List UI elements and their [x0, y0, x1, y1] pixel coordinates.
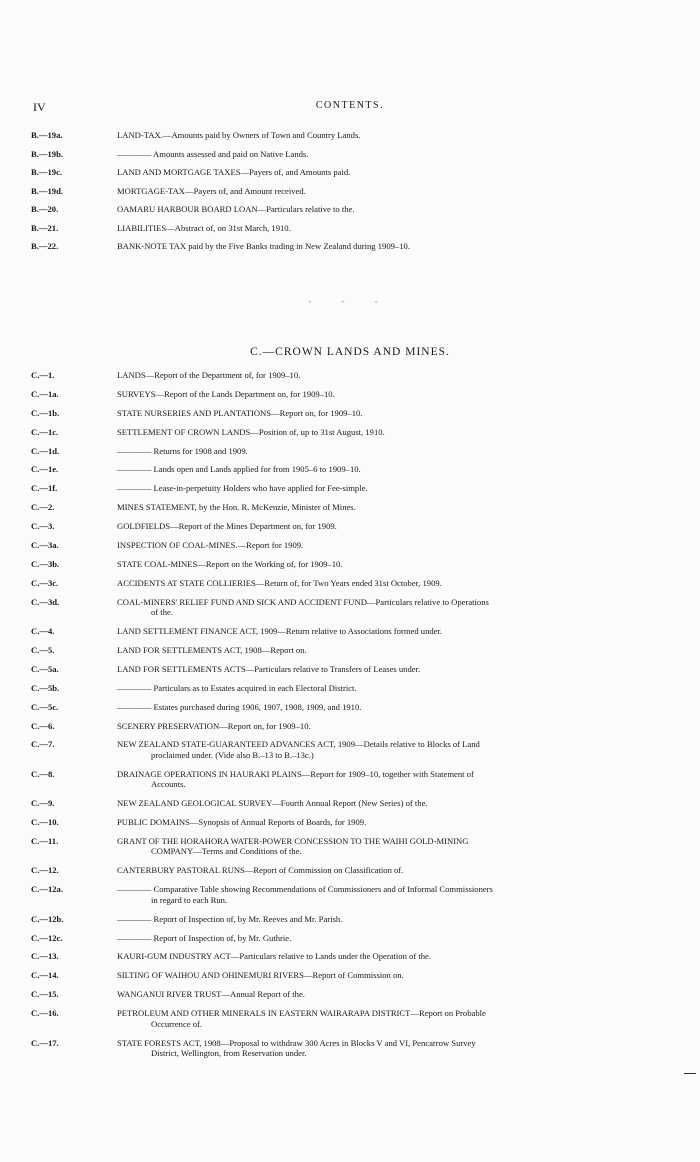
paper-code: B.—19d.: [31, 185, 63, 196]
paper-code: C.—2.: [31, 502, 55, 513]
entry-title: [117, 683, 651, 694]
contents-entry: [31, 427, 651, 438]
paper-code: C.—3b.: [31, 558, 60, 569]
entry-text: ———— Report of Inspection of, by Mr. Reeves and Mr. Parish.: [117, 913, 343, 924]
entry-text: OAMARU HARBOUR BOARD LOAN—Particulars relative to the.: [117, 204, 355, 214]
entry-title: [117, 241, 651, 252]
entry-title: [117, 223, 651, 234]
entry-text: BANK-NOTE TAX paid by the Five Banks trading in New Zealand during 1909–10.: [117, 241, 410, 251]
paper-code: C.—7.: [31, 739, 55, 750]
entry-title: [117, 951, 651, 962]
entry-continuation: District, Wellington, from Reservation under.: [151, 1048, 307, 1058]
entry-title: [117, 626, 651, 637]
paper-code: C.—1c.: [31, 426, 59, 437]
paper-code: C.—5a.: [31, 663, 59, 674]
paper-code: C.—3c.: [31, 577, 59, 588]
entry-title: [117, 130, 651, 141]
entry-continuation: of the.: [151, 607, 173, 618]
paper-code: C.—5c.: [31, 701, 59, 712]
paper-code: C.—1a.: [31, 388, 59, 399]
contents-entry: [31, 204, 651, 215]
entry-continuation: Occurrence of.: [151, 1018, 203, 1029]
entry-title: [117, 739, 651, 760]
entry-text: LIABILITIES—Abstract of, on 31st March, 1910.: [117, 222, 291, 233]
paper-code: C.—8.: [31, 768, 55, 779]
paper-code: C.—9.: [31, 798, 55, 809]
paper-code: C.—4.: [31, 626, 55, 637]
paper-code: C.—12a.: [31, 884, 63, 895]
paper-code: C.—1d.: [31, 445, 60, 456]
contents-entry: [31, 798, 651, 809]
entry-title: [117, 645, 651, 656]
entry-title: [117, 664, 651, 675]
entry-text: LAND-TAX.—Amounts paid by Owners of Town and Country Lands.: [117, 130, 361, 140]
contents-entry: [31, 483, 651, 494]
entry-text: STATE NURSERIES AND PLANTATIONS—Report on, for 1909–10.: [117, 407, 363, 418]
contents-entry: [31, 167, 651, 178]
contents-entry: [31, 645, 651, 656]
paper-code: C.—3a.: [31, 540, 59, 551]
contents-entry: [31, 186, 651, 197]
contents-entry: [31, 130, 651, 141]
paper-code: C.—1e.: [31, 464, 59, 475]
entry-text: PETROLEUM AND OTHER MINERALS IN EASTERN WAIRARAPA DISTRICT—Report on Probable: [117, 1008, 486, 1019]
entry-title: [117, 149, 651, 160]
contents-entry: [31, 578, 651, 589]
entry-continuation: COMPANY—Terms and Conditions of the.: [151, 846, 302, 857]
entry-text: KAURI-GUM INDUSTRY ACT—Particulars relative to Lands under the Operation of the.: [117, 951, 432, 962]
contents-entry: [31, 865, 651, 876]
contents-entry: [31, 241, 651, 252]
entry-title: [117, 721, 651, 732]
entry-title: [117, 446, 651, 457]
entry-title: [117, 1008, 651, 1029]
paper-code: B.—19b.: [31, 148, 63, 159]
section-separator: - - -: [308, 296, 392, 306]
entry-text: GRANT OF THE HORAHORA WATER-POWER CONCESSION TO THE WAIHI GOLD-MINING: [117, 835, 469, 846]
entry-title: [117, 559, 651, 570]
contents-entry: [31, 540, 651, 551]
paper-code: C.—14.: [31, 970, 59, 981]
entry-text: LAND FOR SETTLEMENTS ACT, 1908—Report on.: [117, 644, 307, 655]
paper-code: C.—10.: [31, 817, 59, 828]
entry-text: STATE FORESTS ACT, 1908—Proposal to withdraw 300 Acres in Blocks V and VI, Pencarrow Survey: [117, 1037, 476, 1048]
entry-text: WANGANUI RIVER TRUST—Annual Report of the.: [117, 989, 305, 1000]
contents-entry: [31, 408, 651, 419]
entry-title: [117, 540, 651, 551]
contents-entry: [31, 836, 651, 857]
entry-text: SILTING OF WAIHOU AND OHINEMURI RIVERS—Report of Commission on.: [117, 970, 404, 981]
paper-code: C.—3d.: [31, 596, 60, 607]
contents-entry: [31, 884, 651, 905]
contents-entry: [31, 389, 651, 400]
entry-text: MINES STATEMENT, by the Hon. R. McKenzie, Minister of Mines.: [117, 502, 356, 513]
entry-title: [117, 502, 651, 513]
entry-title: [117, 798, 651, 809]
contents-entry: [31, 597, 651, 618]
entry-title: [117, 186, 651, 197]
contents-entry: [31, 521, 651, 532]
paper-code: C.—1b.: [31, 407, 60, 418]
contents-entry: [31, 502, 651, 513]
paper-code: C.—16.: [31, 1008, 59, 1019]
paper-code: C.—3.: [31, 521, 55, 532]
contents-entry: [31, 914, 651, 925]
entry-title: [117, 204, 651, 215]
entry-title: [117, 370, 651, 381]
entry-title: [117, 597, 651, 618]
entry-text: NEW ZEALAND STATE-GUARANTEED ADVANCES ACT, 1909—Details relative to Blocks of Land: [117, 739, 480, 750]
paper-code: C.—12.: [31, 865, 59, 876]
contents-entry: [31, 817, 651, 828]
entry-text: PUBLIC DOMAINS—Synopsis of Annual Reports of Boards, for 1909.: [117, 817, 367, 828]
contents-entry: [31, 223, 651, 234]
entry-text: MORTGAGE-TAX—Payers of, and Amount received.: [117, 185, 306, 196]
entry-title: [117, 483, 651, 494]
entry-title: [117, 427, 651, 438]
entry-text: SURVEYS—Report of the Lands Department on, for 1909–10.: [117, 388, 335, 399]
entry-title: [117, 884, 651, 905]
paper-code: C.—17.: [31, 1037, 59, 1048]
contents-entry: [31, 626, 651, 637]
entry-continuation: in regard to each Run.: [151, 894, 228, 905]
entry-text: LAND FOR SETTLEMENTS ACTS—Particulars relative to Transfers of Leases under.: [117, 663, 421, 674]
entry-text: LAND SETTLEMENT FINANCE ACT, 1909—Return relative to Associations formed under.: [117, 626, 443, 637]
paper-code: C.—1f.: [31, 483, 58, 494]
contents-entry: [31, 664, 651, 675]
contents-entry: [31, 989, 651, 1000]
entry-text: ———— Amounts assessed and paid on Native Lands.: [117, 148, 309, 159]
entry-text: ———— Returns for 1908 and 1909.: [117, 445, 248, 456]
paper-code: B.—19c.: [31, 167, 63, 177]
entry-title: [117, 836, 651, 857]
entry-text: ———— Comparative Table showing Recommendations of Commissioners and of Informal Commissioners: [117, 884, 493, 895]
margin-rule: [684, 1073, 696, 1074]
entry-text: LANDS—Report of the Department of, for 1909–10.: [117, 370, 301, 380]
paper-code: B.—21.: [31, 222, 59, 233]
contents-entry: [31, 702, 651, 713]
contents-entry: [31, 149, 651, 160]
entry-text: SCENERY PRESERVATION—Report on, for 1909–10.: [117, 720, 311, 731]
contents-entry: [31, 1038, 651, 1059]
entry-text: LAND AND MORTGAGE TAXES—Payers of, and Amounts paid.: [117, 167, 351, 177]
paper-code: B.—22.: [31, 241, 59, 251]
entry-title: [117, 578, 651, 589]
contents-entry: [31, 1008, 651, 1029]
entry-title: [117, 769, 651, 790]
entry-text: COAL-MINERS' RELIEF FUND AND SICK AND ACCIDENT FUND—Particulars relative to Operations: [117, 596, 489, 607]
paper-code: B.—20.: [31, 204, 59, 214]
page-number: IV: [33, 100, 46, 114]
entry-text: ———— Estates purchased during 1906, 1907, 1908, 1909, and 1910.: [117, 701, 362, 712]
entry-title: [117, 464, 651, 475]
paper-code: C.—5b.: [31, 682, 60, 693]
entry-title: [117, 970, 651, 981]
contents-entry: [31, 446, 651, 457]
contents-entry: [31, 933, 651, 944]
entry-text: STATE COAL-MINES—Report on the Working of, for 1909–10.: [117, 558, 343, 569]
entry-title: [117, 389, 651, 400]
paper-code: C.—12c.: [31, 932, 63, 943]
entry-title: [117, 989, 651, 1000]
paper-code: C.—1.: [31, 370, 55, 380]
entry-text: CANTERBURY PASTORAL RUNS—Report of Commission on Classification of.: [117, 865, 404, 876]
contents-entry: [31, 721, 651, 732]
running-head: CONTENTS.: [315, 100, 385, 111]
entry-title: [117, 408, 651, 419]
contents-entry: [31, 769, 651, 790]
paper-code: C.—12b.: [31, 913, 64, 924]
section-b-list: [31, 130, 651, 260]
entry-text: SETTLEMENT OF CROWN LANDS—Position of, up to 31st August, 1910.: [117, 426, 385, 437]
entry-title: [117, 817, 651, 828]
paper-code: B.—19a.: [31, 130, 63, 140]
paper-code: C.—13.: [31, 951, 59, 962]
entry-text: ———— Lands open and Lands applied for from 1905–6 to 1909–10.: [117, 464, 361, 475]
entry-text: ———— Lease-in-perpetuity Holders who have applied for Fee-simple.: [117, 483, 368, 494]
paper-code: C.—11.: [31, 835, 59, 846]
entry-title: [117, 702, 651, 713]
entry-continuation: proclaimed under. (Vide also B.–13 to B.–13c.): [151, 749, 314, 760]
contents-entry: [31, 970, 651, 981]
entry-text: GOLDFIELDS—Report of the Mines Department on, for 1909.: [117, 521, 337, 532]
entry-text: ———— Report of Inspection of, by Mr. Guthrie.: [117, 932, 292, 943]
paper-code: C.—15.: [31, 989, 59, 1000]
contents-entry: [31, 370, 651, 381]
contents-entry: [31, 559, 651, 570]
contents-entry: [31, 683, 651, 694]
contents-entry: [31, 739, 651, 760]
entry-title: [117, 914, 651, 925]
contents-entry: [31, 951, 651, 962]
section-title: C.—CROWN LANDS AND MINES.: [250, 346, 450, 358]
entry-text: ACCIDENTS AT STATE COLLIERIES—Return of, for Two Years ended 31st October, 1909.: [117, 577, 442, 588]
contents-entry: [31, 464, 651, 475]
entry-text: DRAINAGE OPERATIONS IN HAURAKI PLAINS—Report for 1909–10, together with Statement of: [117, 768, 474, 779]
entry-title: [117, 521, 651, 532]
entry-title: [117, 933, 651, 944]
entry-text: ———— Particulars as to Estates acquired in each Electoral District.: [117, 682, 357, 693]
entry-title: [117, 865, 651, 876]
entry-text: INSPECTION OF COAL-MINES.—Report for 1909.: [117, 540, 304, 551]
section-c-list: [31, 370, 651, 1067]
entry-text: NEW ZEALAND GEOLOGICAL SURVEY—Fourth Annual Report (New Series) of the.: [117, 798, 428, 809]
paper-code: C.—5.: [31, 644, 55, 655]
entry-title: [117, 1038, 651, 1059]
paper-code: C.—6.: [31, 720, 55, 731]
entry-title: [117, 167, 651, 178]
entry-continuation: Accounts.: [151, 779, 186, 790]
